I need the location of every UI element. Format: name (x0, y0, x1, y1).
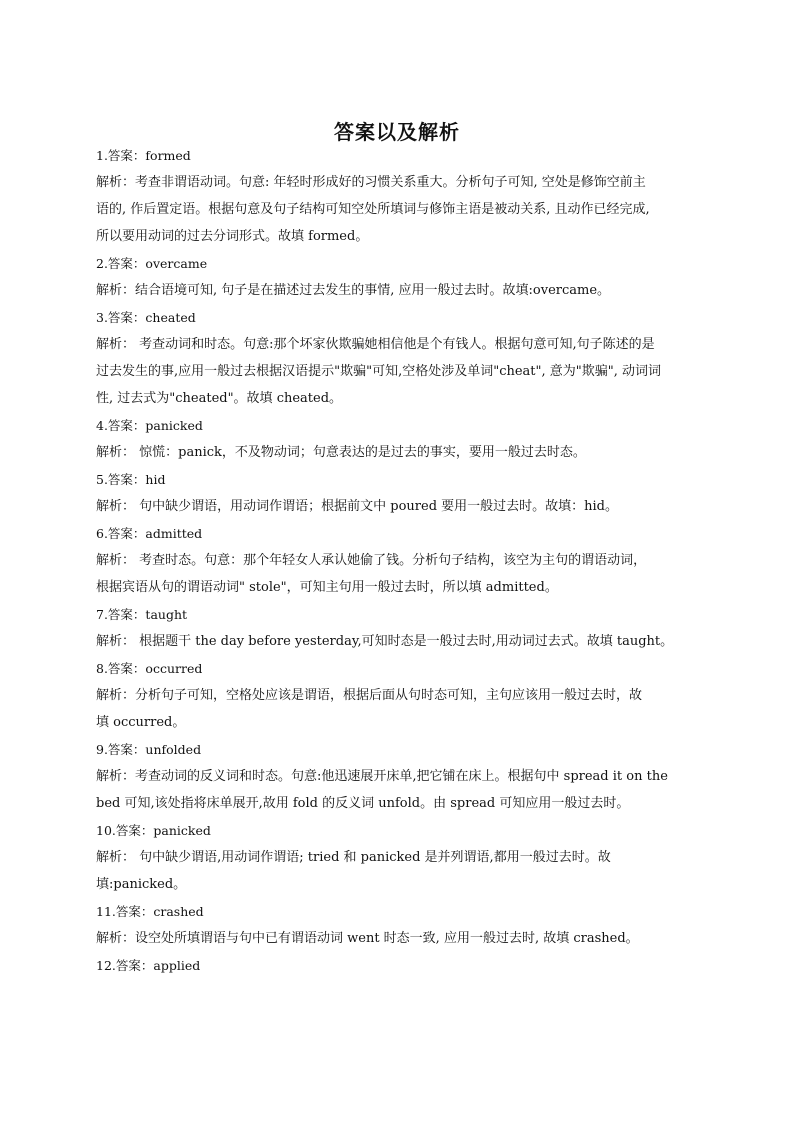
explanation-line: 语的, 作后置定语。根据句意及句子结构可知空处所填词与修饰主语是被动关系, 且动作已经完成, (96, 202, 650, 217)
answer-line: 8.答案：occurred (96, 661, 203, 676)
explanation-line: 解析：结合语境可知, 句子是在描述过去发生的事情, 应用一般过去时。故填:overcame。 (96, 283, 611, 298)
explanation-line: 解析： 惊慌：panick，不及物动词；句意表达的是过去的事实，要用一般过去时态。 (96, 445, 586, 460)
explanation-line: bed 可知,该处指将床单展开,故用 fold 的反义词 unfold。由 spread 可知应用一般过去时。 (96, 796, 630, 811)
answer-line: 7.答案：taught (96, 607, 188, 622)
answer-line: 1.答案：formed (96, 148, 191, 163)
answer-line: 11.答案：crashed (96, 904, 204, 919)
explanation-line: 解析： 句中缺少谓语，用动词作谓语；根据前文中 poured 要用一般过去时。故填：hid。 (96, 499, 618, 514)
explanation-line: 解析：分析句子可知，空格处应该是谓语，根据后面从句时态可知，主句应该用一般过去时，故 (96, 688, 643, 703)
answer-line: 9.答案：unfolded (96, 742, 202, 757)
answer-line: 12.答案：applied (96, 958, 201, 973)
explanation-line: 解析： 考查时态。句意：那个年轻女人承认她偷了钱。分析句子结构，该空为主句的谓语动词， (96, 553, 647, 568)
explanation-line: 解析：设空处所填谓语与句中已有谓语动词 went 时态一致, 应用一般过去时, 故填 crashed。 (96, 931, 639, 946)
explanation-line: 填:panicked。 (96, 877, 187, 892)
answer-content (96, 142, 700, 979)
explanation-line: 解析： 根据题干 the day before yesterday,可知时态是一般过去时,用动词过去式。故填 taught。 (96, 634, 674, 649)
answer-line: 2.答案：overcame (96, 256, 208, 271)
answer-line: 3.答案：cheated (96, 310, 196, 325)
explanation-line: 过去发生的事,应用一般过去根据汉语提示"欺骗"可知,空格处涉及单词"cheat", 意为"欺骗", 动词词 (96, 364, 661, 379)
explanation-line: 所以要用动词的过去分词形式。故填 formed。 (96, 229, 369, 244)
answer-line: 5.答案：hid (96, 472, 166, 487)
explanation-line: 解析：考查动词的反义词和时态。句意:他迅速展开床单,把它铺在床上。根据句中 spread it on the (96, 769, 668, 784)
answer-line: 10.答案：panicked (96, 823, 211, 838)
explanation-line: 解析： 考查动词和时态。句意:那个坏家伙欺骗她相信他是个有钱人。根据句意可知,句子陈述的是 (96, 337, 655, 352)
explanation-line: 解析： 句中缺少谓语,用动词作谓语; tried 和 panicked 是并列谓语,都用一般过去时。故 (96, 850, 611, 865)
explanation-line: 解析：考查非谓语动词。句意: 年轻时形成好的习惯关系重大。分析句子可知, 空处是修饰空前主 (96, 175, 646, 190)
answer-line: 6.答案：admitted (96, 526, 203, 541)
explanation-line: 根据宾语从句的谓语动词" stole"，可知主句用一般过去时，所以填 admitted。 (96, 580, 558, 595)
answer-line: 4.答案：panicked (96, 418, 203, 433)
page-title: 答案以及解析 (334, 120, 460, 144)
explanation-line: 填 occurred。 (96, 715, 186, 730)
explanation-line: 性, 过去式为"cheated"。故填 cheated。 (96, 391, 343, 406)
